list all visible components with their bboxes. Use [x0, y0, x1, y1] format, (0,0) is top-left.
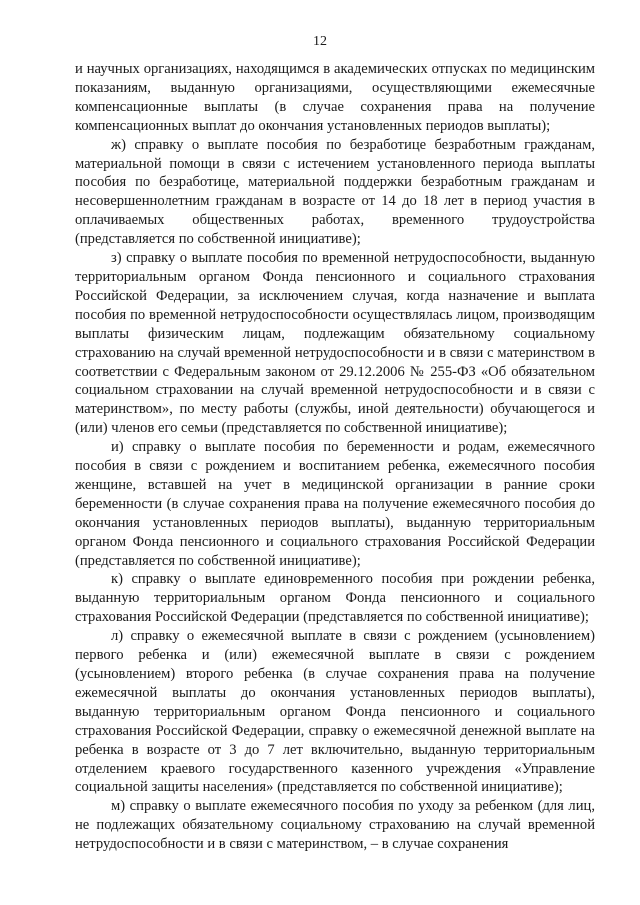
page-number: 12 — [313, 34, 327, 49]
paragraph-item-z: з) справку о выплате пособия по временной нетрудоспособности, выданную территориальным органом Фонда пенсионного и социального страхования Российской Федерации, за исключением случая, когда назначение и выплата пособия по временной нетрудоспособности осуществлялась лицом, производящим выплаты физическим лицам, подлежащим обязательному социальному страхованию на случай временной нетрудоспособности и в связи с материнством в соответствии с Федеральным законом от 29.12.2006 № 255-ФЗ «Об обязательном социальном страховании на случай временной нетрудоспособности и в связи с материнством», по месту работы (службы, иной деятельности) обучающегося и (или) членов его семьи (представляется по собственной инициативе); — [75, 250, 595, 437]
paragraph-item-k: к) справку о выплате единовременного пособия при рождении ребенка, выданную территориальным органом Фонда пенсионного и социального страхования Российской Федерации (представляется по собственной инициативе); — [75, 571, 595, 626]
document-body — [75, 60, 595, 854]
paragraph-continuation: и научных организациях, находящимся в академических отпусках по медицинским показаниям, выданную организациями, осуществляющими ежемесячные компенсационные выплаты (в случае сохранения права на получение компенсационных выплат до окончания установленных периодов выплаты); — [75, 61, 595, 134]
paragraph-item-l: л) справку о ежемесячной выплате в связи с рождением (усыновлением) первого ребенка и (или) ежемесячной выплате в связи с рождением (усыновлением) второго ребенка (в случае сохранения права на получение ежемесячной выплаты до окончания установленных периодов выплаты), выданную территориальным органом Фонда пенсионного и социального страхования Российской Федерации, справку о ежемесячной денежной выплате на ребенка в возрасте от 3 до 7 лет включительно, выданную территориальным отделением краевого государственного казенного учреждения «Управление социальной защиты населения» (представляется по собственной инициативе); — [75, 628, 595, 796]
paragraph-item-zh: ж) справку о выплате пособия по безработице безработным гражданам, материальной помощи в связи с истечением установленного периода выплаты пособия по безработице, материальной поддержки безработным гражданам и несовершеннолетним гражданам в возрасте от 14 до 18 лет в период участия в оплачиваемых общественных работах, временного трудоустройства (представляется по собственной инициативе); — [75, 136, 595, 248]
paragraph-item-i: и) справку о выплате пособия по беременности и родам, ежемесячного пособия в связи с рождением и воспитанием ребенка, ежемесячного пособия женщине, вставшей на учет в медицинской организации в ранние сроки беременности (в случае сохранения права на получение ежемесячного пособия до окончания установленных периодов выплаты), выданную территориальным органом Фонда пенсионного и социального страхования Российской Федерации (представляется по собственной инициативе); — [75, 439, 595, 569]
paragraph-item-m: м) справку о выплате ежемесячного пособия по уходу за ребенком (для лиц, не подлежащих обязательному социальному страхованию на случай временной нетрудоспособности и в связи с материнством, – в случае сохранения — [75, 798, 595, 853]
